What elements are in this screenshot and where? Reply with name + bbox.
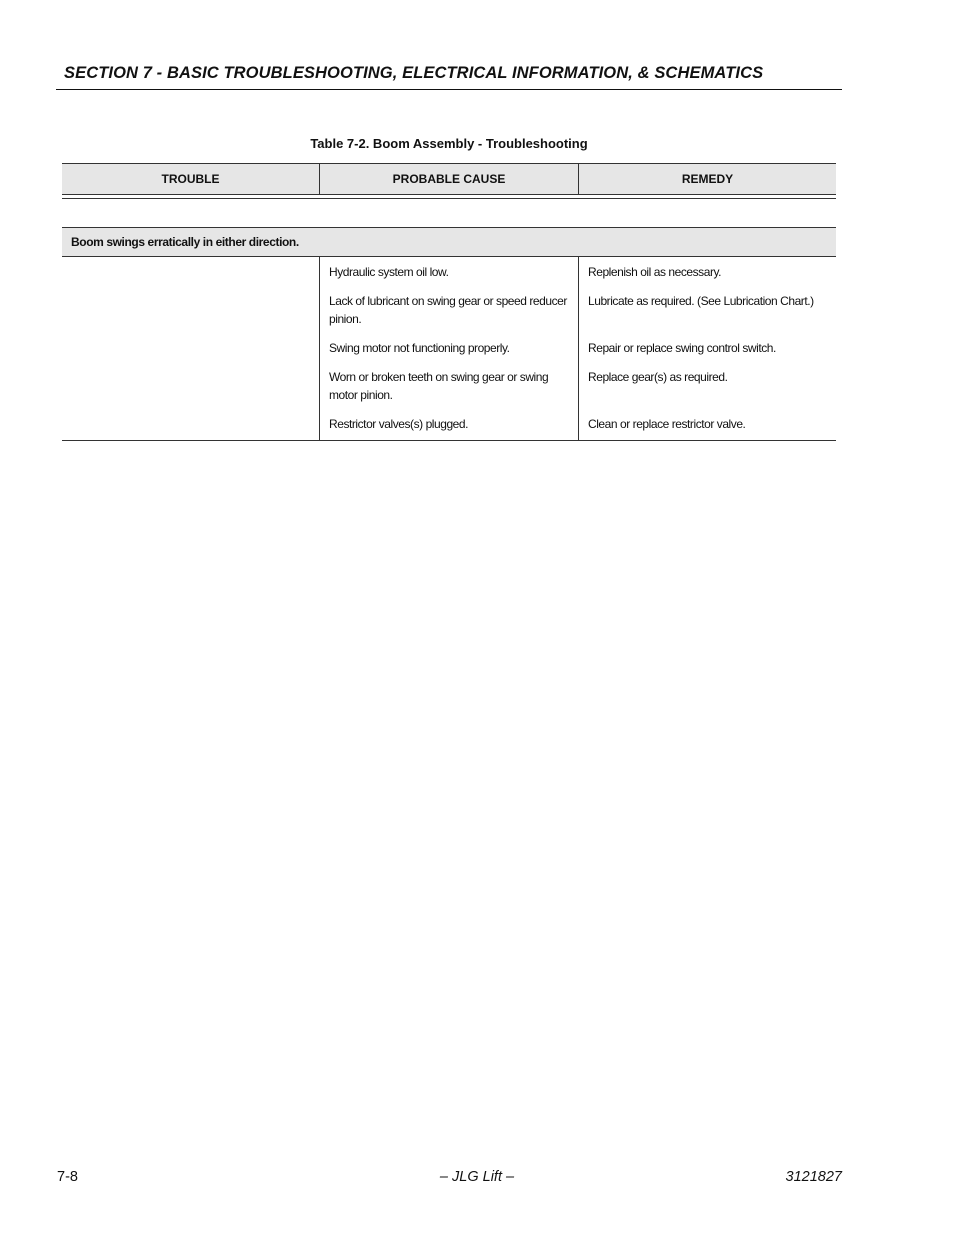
page-number: 7-8 (57, 1169, 78, 1185)
troubleshooting-table (62, 163, 836, 441)
column-header-remedy: REMEDY (578, 164, 836, 194)
remedy-cell: Clean or replace restrictor valve. (588, 417, 746, 431)
cause-cell: Worn or broken teeth on swing gear or swing motor pinion. (329, 370, 549, 402)
remedy-cell: Lubricate as required. (See Lubrication Chart.) (588, 294, 814, 308)
header-rule (56, 89, 842, 90)
cause-column (319, 257, 578, 440)
trouble-heading: Boom swings erratically in either direction. (62, 228, 836, 257)
column-header-trouble: TROUBLE (161, 172, 220, 186)
remedy-cell: Repair or replace swing control switch. (588, 341, 776, 355)
cause-cell: Hydraulic system oil low. (329, 265, 449, 279)
section-title: SECTION 7 - BASIC TROUBLESHOOTING, ELECTRICAL INFORMATION, & SCHEMATICS (64, 64, 764, 82)
cause-cell: Lack of lubricant on swing gear or speed reducer pinion. (329, 294, 567, 326)
column-header-probable-cause: PROBABLE CAUSE (319, 164, 578, 194)
remedy-cell: Replace gear(s) as required. (588, 370, 728, 384)
column-header-row (62, 163, 836, 195)
table-body (62, 257, 836, 441)
cause-cell: Restrictor valves(s) plugged. (329, 417, 469, 431)
cause-cell: Swing motor not functioning properly. (329, 341, 510, 355)
trouble-column (62, 257, 319, 440)
document-number: 3121827 (785, 1169, 842, 1185)
footer-brand: – JLG Lift – (439, 1169, 515, 1185)
remedy-column (578, 257, 836, 440)
table-caption: Table 7-2. Boom Assembly - Troubleshooting (310, 136, 588, 151)
remedy-cell: Replenish oil as necessary. (588, 265, 722, 279)
table-spacer (62, 199, 836, 228)
